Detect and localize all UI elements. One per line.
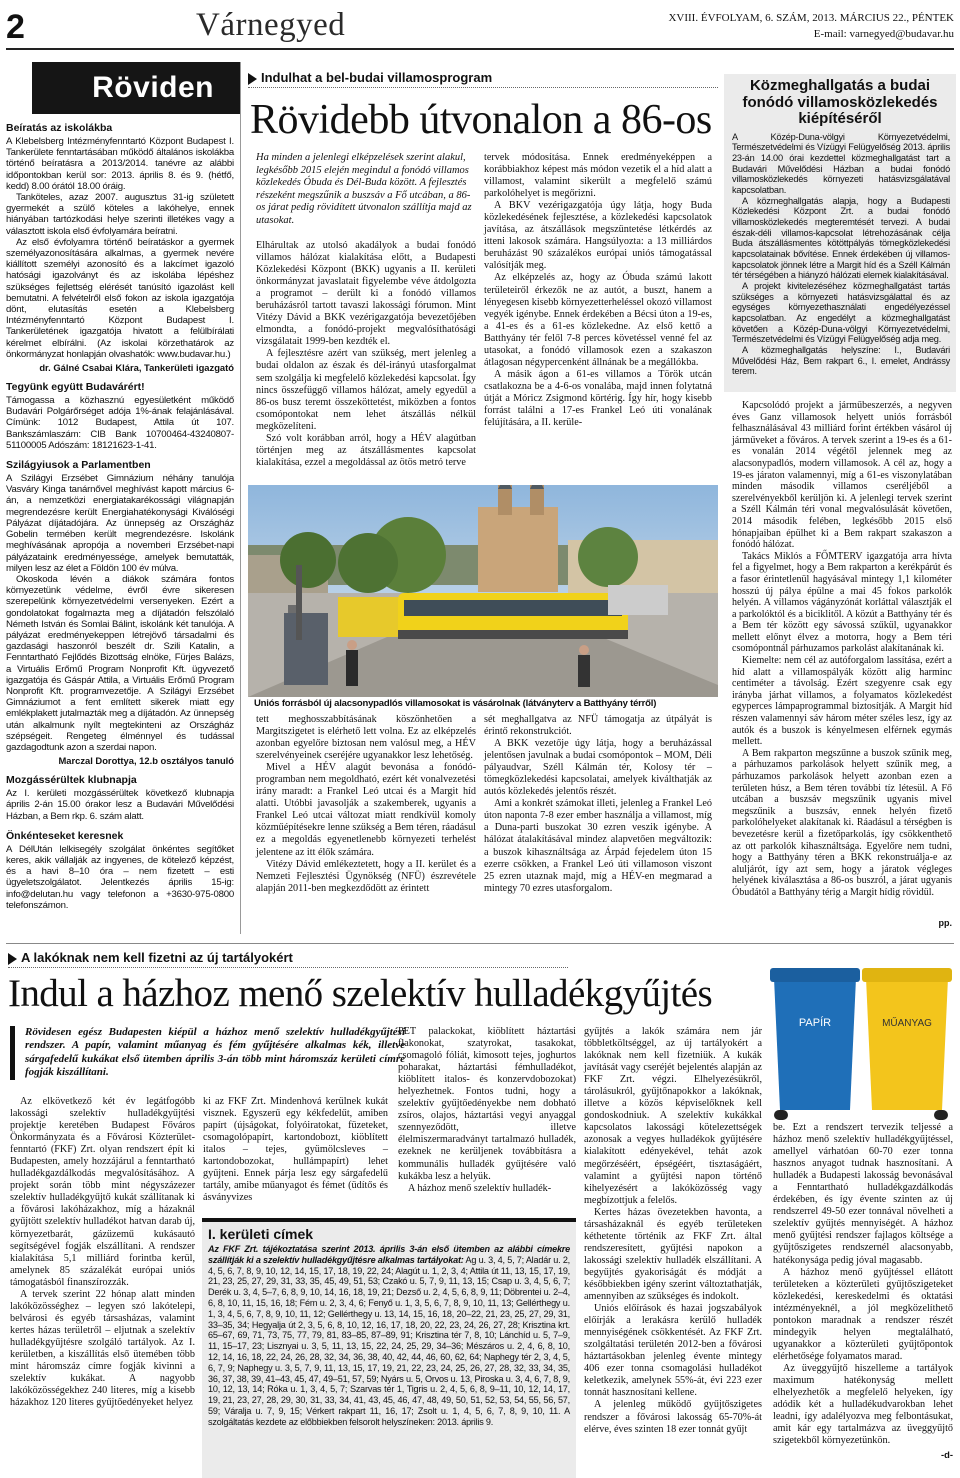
tram-paragraph: A fejlesztésre azért van szükség, mert jelenleg a budai oldalon az észak és dél-irányú utasforgalmat sem szolgálja ki megfelelő közlekedési kapcsolat. Így nincs összefüggő villamos hálózat, amely egyedül a 86-os busz teremt összeköttetést, miközben a fontos csomópontokat nem lehet átszállás nélkül megközelíteni. bbox=[256, 348, 476, 432]
waste-paragraph: Az üveggyűjtő hiszelleme a tartályok maximum hatékonyság mellett elhelyezhetők a megfelelő helyeken, így adódik két a hulladékudvarokban lehet leadni, így adalélyozva meg felbontásukat, amit kár egy tartalmázva az üveggyűjtő szigetekből környezetünkön. bbox=[773, 1362, 953, 1447]
tram-kicker bbox=[248, 70, 718, 88]
waste-headline: Indul a házhoz menő szelektív hulladékgyűjtés bbox=[8, 972, 713, 1015]
contact-email: E-mail: varnegyed@budavar.hu bbox=[813, 28, 954, 40]
issue-info: XVIII. ÉVFOLYAM, 6. SZÁM, 2013. MÁRCIUS 22., PÉNTEK bbox=[668, 12, 954, 24]
tram-col2 bbox=[484, 152, 712, 429]
hearing-paragraph: A közmeghallgatás helyszíne: I., Budavári Művelődési Ház, Bem rakpart 6., I. emelet, Andrássy terem. bbox=[732, 344, 950, 377]
tram-col4 bbox=[484, 714, 712, 895]
roviden-item-paragraph: Tanköteles, azaz 2007. augusztus 31-ig született gyermekét a szülő köteles a lakóhelye, ennek hiányában tartózkodási helye szerinti illetékes vagy a választott iskola első évfolyamára beíratni. bbox=[6, 192, 234, 237]
waste-col5 bbox=[773, 1122, 953, 1460]
roviden-box bbox=[6, 62, 241, 934]
tram-photo-caption: Uniós forrásból új alacsonypadlós villamosokat is vásárolnak (látványterv a Batthyány térről) bbox=[254, 698, 657, 709]
tram-headline: Rövidebb útvonalon a 86-os bbox=[250, 97, 712, 143]
waste-paragraph: Uniós előírások és hazai jogszabályok előírják a lerakásra kerülő hulladék mennyiségének csökkentését. Az FKF Zrt. szolgáltatási területén 2012-ben a fővárosi háztartásokban jelenleg évente mintegy 406 ezer tonna csomagolási hulladékot keletkezik, amelynek 55%-át, évi 223 ezer tonnát hasznosítani kellene. bbox=[584, 1303, 762, 1399]
hearing-paras bbox=[724, 130, 956, 377]
kerulet-intro: Az FKF Zrt. tájékoztatása szerint 2013. április 3-án első ütemben az alábbi címekre szállítják ki a szelektív hulladékgyűjtésre alkalmas tartályokat: bbox=[208, 1244, 570, 1265]
waste-bins-photo bbox=[768, 960, 956, 1122]
roviden-item-paragraph: Támogassa a közhasznú egyesületként működő Budavári Polgárőrséget adója 1%-ának felajánlásával. Címünk: 1012 Budapest, Attila út 107. Bankszámlaszám: CIB Bank 10700464-43240807-51100005 Adószám: 18121623-1-41. bbox=[6, 395, 234, 451]
roviden-item-signature: dr. Gálné Csabai Klára, Tankerületi igazgató bbox=[39, 362, 234, 374]
roviden-item-paragraph: Okoskoda lévén a diákok számára fontos környezetünk védelme, évről évre sikeresen szerepelünk környezetvédelmi versenyeken. Ezért a gondolatokat fogalmazta meg a díjátadón felszólaló Németh István és Somlai Bálint, iskolánk két tanulója. A pályázat eredményekeppen létrejövő társadalmi és gazdasági haszonról beszélt dr. Szili Katalin, a Fenntartható Fejlődés Bizottság elnöke, Fürjes Balázs, a Virtuális Erőmű Program Nonprofit Kft. ügyvezető igazgatója és Gáspár Attila, a Virtuális Erőmű Program Nonprofit Kft. programvezetője. A Szilágyi Erzsébet Gimnáziumot a fent említett sikerek miatt egy emlékplakett jutalmazták meg a díjátadón. Az ünnepség után alkalmunk nyílt megtekinteni az Országház szépségeit. Rengeteg élménnyel és tudással gazdagodtunk azon a szerdai napon. bbox=[6, 573, 234, 753]
kapcsolodo-paragraph: Takács Miklós a FŐMTERV igazgatója arra hívta fel a figyelmet, hogy a Bem rakparton a kerékpárút és a fasor érintetlenül hagyásával mintegy 1,1 kilométer hosszú új pálya épülne a mai 45 fokos parkolók helyén. A villamos vágányzónát korláttal választják el a parkolóktól és a biciklitől. A közút a Batthyány tér és a Bem tér között egy sávossá szűkül, ugyanakkor mellett előnyt élvez a motorra, hogy a Bem téri csomópontnál párhuzamos parkolást alakítanának ki. bbox=[732, 550, 952, 655]
tram-col3 bbox=[256, 714, 476, 895]
hearing-paragraph: A Közép-Duna-völgyi Környezetvédelmi, Természetvédelmi és Vízügyi Felügyelőség 2013. április 23-án 14.00 órai kezdettel közmeghallgatást tart a Budavári Művelődési Házban a budai fonódó villamosközlekedés környezeti hatásvizsgálatával kapcsolatban. bbox=[732, 131, 950, 195]
waste-paragraph: A tervek szerint 22 hónap alatt minden lakóközösséghez – legyen szó lakótelepi, belvárosi és egyéb társasházas, valamint kertes házas területről – eljutnak a szelektív hulladékgyűjtésre szolgáló tartályok. Az I. kerületben, a kiszállítás első ütemében több mint háromszáz címre fogják kivinni a szelektív kukákat. A nagyobb lakóközösségekhez 240 literes, míg a kisebb házakhoz 120 literes gyűjtőedényeket helyez bbox=[10, 1288, 195, 1409]
roviden-item-title: Tegyünk együtt Budavárért! bbox=[6, 381, 145, 394]
tram-paragraph: A BKK vezetője úgy látja, hogy a beruházással jelentősen javulnak a budai csomópontok – MOM, Déli pályaudvar, Széll Kálmán tér, Kolosy tér – tömegközlekedési kapcsolatai, amelyek kiválthatják az autós közlekedés jelentős részét. bbox=[484, 738, 712, 798]
waste-paragraph: be. Ezt a rendszert tervezik teljessé a házhoz menő szelektív hulladékgyűjtéssel, amellyel várhatóan 60-70 ezer tonna hasznos anyagot tudnak hasznosítani. A hulladék a Budapesti lakosság bevonásával a Fenntartható hulladékgazdálkodás érdekében, és így évente szinten az új rendszerrel 49-50 ezer tonnával növelheti a szelektív gyűjtés mennyiségét. A házhoz menő gyűjtési rendszer fajlagos költsége a gyűjtőszigetes rendszernél alacsonyabb, hatékonysága pedig jóval magasabb. bbox=[773, 1122, 953, 1266]
page-number: 2 bbox=[6, 8, 25, 46]
waste-paragraph: A jelenleg működő gyűjtőszigetes rendszer a fővárosi lakosság 65-70%-át elérve, éves szinten 18 ezer tonnát gyűjt bbox=[584, 1399, 762, 1435]
newspaper-title: Várnegyed bbox=[196, 7, 346, 43]
kerulet-addresses: Ag u. 3, 4, 5, 7; Aladár u. 2, 4, 5, 6, 7, 8, 9, 10, 12, 14, 15, 17, 18, 19, 22, 24; Alagút u. 1, 2, 3, 4; Attila út 11, 13, 15, 17, 19, 21, 23, 25, 27, 29, 31, 33, 35, 45, 49, 51, 53; Czakó u. 5, 7, 9, 11, 13, 15; Csap u. 3, 4, 5, 6, 7; Derék u. 3, 4, 5–7, 6, 8, 9, 10, 14, 16, 18, 19, 21; Dezső u. 2, 4, 5, 6, 8, 9, 11; Döbrentei u. 2–4, 6, 8, 10, 11, 15, 16, 18; Fém u. 2, 3, 4, 6; Fenyő u. 1, 3, 5, 6, 7, 8, 9, 10, 11, 13; Gellérthegy u. 1, 3, 4, 5, 6, 7, 8, 9, 10, 11, 12; Gellérthegy u. 13, 14, 15, 16, 18, 20–22, 21, 23, 25, 27, 29, 31, 33–35, 34; Hegyalja út 2, 3, 5, 6, 8, 10, 12, 16, 17, 18, 20, 22, 23, 24, 26, 27, 28; Krisztina krt. 65–67, 69, 71, 73, 75, 77, 79, 81, 83–85, 87–89, 91; Krisztina tér 7, 8, 10; Lánchíd u. 5, 7–9, 11, 15–17, 23; Lisznyai u. 3, 5, 11, 13, 15, 22, 24, 25, 29, 34–36; Mészáros u. 2, 4, 6, 8, 10, 12, 14, 16, 18, 22, 24, 26, 28, 32, 34, 36, 38, 40, 42, 44, 46, 60, 62, 64; Naphegy tér 2, 3, 4, 5, 6, 7, 9; Naphegy u. 3, 5, 7, 9, 11, 13, 15, 17, 19, 21, 22, 23, 24, 25, 26, 27, 28, 32, 33, 34, 35, 36, 37, 38, 39, 41–43, 45, 47, 49–51, 57, 59; Nyárs u. 5, Orvos u. 13, Piroska u. 3, 4, 6, 7, 8, 9, 10, 12, 13, 14; Róka u. 1, 3, 4, 5, 7; Szarvas tér 1, Tigris u. 2, 4, 5, 6, 8, 9–11, 10, 12, 14, 17, 19, 21, 23, 27, 28, 29, 30, 31, 33, 34, 41, 43, 45, 46, 47, 48, 49, 50, 51, 52, 53, 54, 55, 56, 57, 59; Váralja u. 7, 9, 15; Vérkert rakpart 11, 16, 17; Zsolt u. 1, 4, 5, 6, 7, 8, 9, 10, 11. A szolgáltatás kezdete az előbbiekben felsorolt helyszíneken: 2013. április 9. bbox=[208, 1254, 570, 1427]
waste-col4 bbox=[584, 1026, 762, 1436]
tram-paragraph: Az elképzelés az, hogy az Óbuda számú lakott területeiről érkezők ne az autót, a buszt, hanem a lényegesen kisebb környezetterheléssel okozó villamost vegyék igénybe. Ennek érdekében a Bécsi úton a 19-es, a 41-es és a 61-es közlekedne. Az első kettő a Batthyány tér felől 7-8 perces követéssel venné fel az utasokat, a fonódó villamosok ezen a szakaszon átlagosan négypercenként állnának be a megállókba. bbox=[484, 272, 713, 368]
tram-paragraph: Elhárultak az utolsó akadályok a budai fonódó villamos hálózat kialakítása előtt, a Budapesti Közlekedési Központ (BKK) ugyanis a II. kerületi önkormányzat javaslatait figyelembe véve átdolgozta a programot – derült ki a fonódó villamos beruházásról tartott tavaszi lakossági fórumon. Mint Vitézy Dávid a BKK vezérigazgatója bevezetőjében elmondta, a fonódó-projekt megvalósíthatósági vizsgálatait 1999-ben kezdték el. bbox=[256, 240, 476, 348]
hearing-paragraph: A projekt kivitelezéséhez közmeghallgatást tartás szükséges a környezeti hatásvizsgálattal és az egységes környezethasználati engedélyezéssel kapcsolatban. Az engedélyt a közmeghallgatást követően a Közép-Duna-völgyi Környezetvédelmi, Természetvédelmi és Vízügyi Felügyelőség adja meg. bbox=[732, 280, 950, 345]
roviden-item-paragraph: A Klebelsberg Intézményfenntartó Központ Budapest I. Tankerülete fenntartásában működő általános iskolákba történő beíratásra a 2013/2014. tanévre az alábbi időpontokban kerül sor: 2013. április 8. és 9. (hétfő, kedd) 8.00 órától 18.00 óráig. bbox=[6, 136, 234, 192]
roviden-item-title: Mozgássérültek klubnapja bbox=[6, 774, 137, 787]
tram-paragraph: tervek módosítása. Ennek eredményeképpen a korábbiakhoz képest más módon vezetik el a híd alatt a villamost, valamint sikerült a megfelelő számú parkolóhelyet is megőrizni. bbox=[484, 152, 712, 200]
hearing-title: Közmeghallgatás a budai fonódó villamosközlekedés kiépítéséről bbox=[742, 77, 938, 127]
tram-paragraph: A BKV vezérigazgatója úgy látja, hogy Buda közlekedésének fejlesztése, a közlekedési kapcsolatok javítása, az átszállások megszüntetése létkérdés az itteni lakosok számára. Hangsúlyozta: a 13 milliárdos beruházást 90 százalékos európai uniós támogatással valósítják meg. bbox=[484, 200, 712, 272]
kerulet-title: I. kerületi címek bbox=[208, 1226, 314, 1242]
tram-col1 bbox=[256, 240, 476, 469]
waste-paragraph: A házhoz menő szelektív hulladék- bbox=[408, 1182, 552, 1194]
waste-col3 bbox=[398, 1026, 576, 1195]
roviden-item-title: Szilágyiusok a Parlamentben bbox=[6, 459, 151, 472]
roviden-items bbox=[6, 122, 240, 911]
blue-bin-label: PAPÍR bbox=[798, 1017, 832, 1029]
tram-paragraph: tett meghosszabbításának köszönhetően a Margitszigetet is elérhető lett volna. Ez az elképzelés azonban egyelőre biztosan nem valósul meg, a HÉV szerelvényeinek cseréjére ugyanakkor lesz lehetőség. bbox=[256, 714, 476, 762]
tram-paragraph: A másik ágon a 61-es villamos a Török utcán csatlakozna be a 4-6-os vonalába, majd innen folytatná útját a Móricz Zsigmond körtérig. Így hír, hogy kisebb forrást találni a 17-es Frankel Leó úti vonalának felújítására, a II. kerüle- bbox=[484, 368, 712, 429]
recycling-bins-image bbox=[768, 960, 956, 1122]
roviden-item-paragraph: A DélUtán lelkisegély szolgálat önkéntes segítőket keres, akik vállalják az ingyenes, de kötelező képzést, és a havi 8–10 óra – nem fizetett – esti ügyeletszolgálatot. Jelentkezés április 15-ig: info@delutan.hu vagy telefonon a +3630-975-0800 telefonszámon. bbox=[6, 843, 234, 911]
kapcsolodo-col bbox=[732, 400, 952, 899]
waste-lead-text: Rövidesen egész Budapesten kiépül a házhoz menő szelektív hulladékgyűjtési rendszer. A papír, valamint műanyag és fém gyűjtésére alkalmas kék, illetve sárgafedelű kukákat első ütemben április 3-án több mint háromszáz kerületi címre fogják kiszállítani. bbox=[25, 1026, 405, 1079]
waste-paragraph: Kertes házas övezetekben havonta, a társasházaknál és egyéb területeken kéthetente történik az FKF Zrt. által rendszeresített, gyűjtési napokon a lakossági szelektív hulladék elszállítani. A begyűjtés gyakoriságát és módját a későbbiekben igény szerint változtathatják, amennyiben az szükséges és indokolt. bbox=[584, 1206, 762, 1303]
waste-col2 bbox=[203, 1096, 388, 1204]
tram-photo bbox=[248, 485, 718, 697]
waste-kicker-arrow-icon bbox=[8, 953, 17, 965]
kapcsolodo-paragraph: Kiemelte: nem cél az autóforgalom lassítása, ezért a híd alatt a villamospályák között alig harminc centiméter a távolság. Ezért szegyenre csak egy irányba járhat villamos, a folyamatos közlekedést egyperces lámpaprogrammal biztosítják. A Margit híd részen valamennyi sáv három méter széles lesz, így az autók és a buszok is kényelmesen elférnek egymás mellett. bbox=[732, 655, 952, 748]
tram-signature: pp. bbox=[938, 918, 952, 928]
masthead-rule bbox=[6, 48, 954, 50]
tram-kicker-text: Indulhat a bel-budai villamosprogram bbox=[261, 70, 493, 85]
waste-signature: -d- bbox=[941, 1449, 953, 1461]
roviden-item-title: Önkénteseket keresnek bbox=[6, 829, 124, 842]
tram-lead: Ha minden a jelenlegi elképzelések szerint alakul, legkésőbb 2015 elején megindul a fonódó villamos közlekedés Óbuda és Dél-Buda között. A fejlesztés részeként megszűnik a buszsáv a Fő utcában, a 86-os járat pedig rövidített útvonalon szállítja majd az utasokat. bbox=[256, 152, 472, 226]
roviden-item-signature: Marczal Dorottya, 12.b osztályos tanuló bbox=[58, 755, 234, 767]
waste-paragraph: A házhoz menő gyűjtéssel ellátott területeken a közterületi gyűjtőszigeteket közlekedési, kereskedelmi és oktatási intézményeknél, a jól megközelíthető pontokon maradnak a rendszer részét mindegyik helyen megtalálható, ugyanakkor a közterületi gyűjtőpontok elérhetősége folyamatos marad. bbox=[773, 1266, 953, 1362]
tram-paragraph: Ami a konkrét számokat illeti, jelenleg a Frankel Leó úton naponta 7-8 ezer ember használja a villamost, míg a Duna-parti buszokat 30 ezren veszik igénybe. A hálózat átalakításával mindez alapvetően megváltozik: a buszok kihasználtsága az Árpád fejedelem úton 15 ezerre csökken, a Frankel Leó úti villamoson viszont 25 ezren utaznak majd, míg a HÉV-en megmarad a mintegy 70 ezres utasforgalom. bbox=[484, 798, 712, 894]
waste-paragraph: PET palackokat, kiöblített háztartási flakonokat, szatyrokat, tasakokat, csomagoló fóliát, kimosott tejes, joghurtos poharakat, háztartási fémhulladékot, kiöblített italos- és konzervdobozokat) helyezhetnek. Fontos tudni, hogy a szelektív gyűjtőedényekbe nem dobható zsíros, olajos, háztartási vegyi anyaggal szennyeződött, illetve élelmiszermaradványt tartalmazó hulladék, ezeknek ne kerüljenek továbbításra a kommunális hulladék gyűjtésére való kukákba lesz a helyük. bbox=[398, 1026, 576, 1182]
kerulet-box bbox=[202, 1218, 576, 1478]
roviden-item-paragraph: Az első évfolyamra történő beíratáskor a gyermek személyazonosítására alkalmas, a gyermek nevére kiállított személyi azonosító és a lakcímet igazoló hatósági igazolványt és az iskolába lépéshez szükséges fejlettség elérését tanúsító igazolást kell bemutatni. A felvételről első fokon az iskola igazgatója dönt, elutasítás esetén a Klebelsberg Intézményfenntartó Központ Budapest I. Tankerületének igazgatója hivatott a felülbírálati kérelmet elbírálni. (Az iskolai körzethatárok az önkormányzat honlapján olvashatók: www.budavar.hu.) bbox=[6, 236, 234, 360]
kicker-arrow-icon bbox=[248, 73, 257, 85]
kerulet-text bbox=[202, 1244, 576, 1428]
waste-top-rule bbox=[6, 943, 954, 944]
waste-col1 bbox=[10, 1096, 195, 1409]
roviden-header-text: Röviden bbox=[92, 71, 214, 104]
waste-paragraph: gyűjtés a lakók számára nem jár többletköltséggel, az új tartályokért a lakóknak nem kell fizetniük. A kukák javítását vagy cseréjét bejelentés alapján az FKF Zrt. végzi. Elhelyezésükről, tárolásukról, gyűjtőnapokkor a lakóknak, illetve a közös képviselőknek kell gondoskodniuk. A szelektív kukákkal kapcsolatos lakossági kötelezettségek azonosak a vegyes hulladékok gyűjtésére kialakított edényekével, tehát azok megőrzéséért, épségéért, tisztaságáért, valamint a gyűjtési napon történő kihelyezésért a lakóközösség vagy megbízottjuk a felelős. bbox=[584, 1026, 762, 1206]
hearing-paragraph: A közmeghallgatás alapja, hogy a Budapesti Közlekedési Központ Zrt. a budai fonódó villamosközlekedés megteremtését tervezi. A budai észak-déli villamos-kapcsolat létrehozásának célja Buda átszállásmentes kötöttpályás tömegközlekedési kapcsolatainak bővítése. Ennek érdekében új villamos-kapcsolatok jönnek létre a Margit híd és a Széll Kálmán tér térségében a hiányzó hálózati elemek kialakításával. bbox=[732, 195, 950, 281]
hearing-box bbox=[724, 74, 956, 392]
tram-paragraph: Szó volt korábban arról, hogy a HÉV alagútban történjen meg az átszállásmentes kapcsolat kialakítása, ezzel a megoldással az ötös metró terve bbox=[256, 432, 476, 468]
waste-paragraph: ki az FKF Zrt. Mindenhová kerülnek kukát visznek. Egyszerű egy kékfedelűt, amiben papírt (újságokat, folyóiratokat, füzeteket, csomagolópapírt, kartondobozt, kiöblített italos – tejes, gyümölcsleves – kartondobozokat, hullámpapírt) lehet gyűjteni. Ennek párja lesz egy sárgafedelű tartály, amibe műanyagot és fémet (üdítős és ásványvizes bbox=[203, 1096, 388, 1204]
tram-rendering-image bbox=[248, 485, 718, 697]
tram-paragraph: Vitézy Dávid emlékeztetett, hogy a II. kerület és a Nemzeti Fejlesztési Ügynökség (NFÜ) észrevétele alapján 2011-ben megkezdődött az érintett bbox=[256, 858, 476, 894]
tram-paragraph: Mivel a HÉV alagút bevonása a fonódó-programban nem megoldható, ezért két vonalvezetési irány maradt: a Frankel Leó utcai és a Margit híd alatti. Utóbbi javasolják a szakemberek, ugyanis a Frankel Leó utcai változat miatt rendkívül komoly közműépítésekre lenne szükség a Bem téren, ráadásul ez a megoldás egyenetlenebb környezeti terhelést jelentene az itt élők számára. bbox=[256, 762, 476, 858]
waste-kicker bbox=[8, 950, 568, 968]
roviden-item-paragraph: A Szilágyi Erzsébet Gimnázium néhány tanulója Vasváry Kinga tanárnővel meghívást kapott március 6-án, a nemzetközi energiatakarékossági világnapján megrendezésre került Energiahatékonysági Kiválóségi Pályázat díjátadójára. Az ünnepség az Országház Gobelin termében került megrendezésre. Iskolánk meghívásának apropója a novemberi Erzsébet-napi pályázataink eredményessége, amelyek bemutatták, milyen lesz az élet a Földön 100 év múlva. bbox=[6, 473, 234, 574]
waste-kicker-text: A lakóknak nem kell fizetni az új tartályokért bbox=[21, 950, 293, 965]
tram-paragraph: sét meghallgatva az NFÜ támogatja az útpályát is érintő rekonstrukciót. bbox=[484, 714, 712, 738]
yellow-bin-label: MŰANYAG bbox=[882, 1018, 932, 1029]
roviden-item-title: Beíratás az iskolákba bbox=[6, 122, 113, 134]
waste-paragraph: Az elkövetkező két év legátfogóbb lakossági szelektív hulladékgyűjtési projektje keretében Budapest Főváros Önkormányzata és a Fővárosi Közterület-fenntartó (FKF) Zrt. olyan rendszert épít ki Budapesten, amely hozzájárul a fenntartható hulladékgazdálkodás megvalósításához. A projekt során több mint négyszázezer szelektív hulladékgyűjtő kukát szállítanak ki a fővárosi lakóházakhoz, míg a házaknál gyűjtött szelektív hulladékot hatvan darab új, környezetbarát, gázüzemű kukásautó segítségével fogják elszállítani. A rendszer kialakítása 5,1 milliárd forintba kerül, amelynek 85 százalékát európai uniós támogatásból finanszírozzák. bbox=[10, 1096, 195, 1288]
kapcsolodo-paragraph: Kapcsolódó projekt a járműbeszerzés, a negyven éves Ganz villamosok helyett uniós forrásból felhasználásával 43 milliárd forint értékben vásárol új járműveket a főváros. A tervek szerint a 19-es és a 61-es vonalán 2014 végétől jelennek meg az alacsonypadlós, modern villamosok. A cél az, hogy a 19-es járaton valamennyi, míg a 61-es viszonylatában minden második villamos cseréljéből a szerelvényekből kerüljön ki. A jelenlegi tervek szerint a Széll Kálmán téri vonal megvalósulását követően, 2014 második felében, legkésőbb 2015 első hónapjaiban épülhet ki a Bem rakpart szakaszon a fonódó hálózat. bbox=[732, 400, 952, 551]
roviden-item-paragraph: Az I. kerületi mozgássérültek következő klubnapja április 2-án 15.00 órakor lesz a Budavári Művelődési Házban, a Bem rkp. 6. szám alatt. bbox=[6, 788, 234, 822]
waste-lead bbox=[10, 1026, 405, 1080]
roviden-header bbox=[32, 62, 240, 114]
kapcsolodo-paragraph: A Bem rakparton megszűnne a buszok szűnik meg, a párhuzamos parkolások helyett szűnik meg, a párhuzamos parkolások helyett azonban ezen a területen húsz, a Bem téren további tíz létesül. A Fő utcában a buszsáv megszűnik ugyanis mivel megszűnik a buszsáv, ennek helyén fizető parkolóhelyeket alakítanak ki. Ráadásul a térségben is bevezetésre kerül a fizetőparkolás, így csökkenthető az ott parkolók kihasználtsága. Egyelőre nem tudni, hogy a Batthyány téren a BKK rekonstruálja-e az aluljárót, így azt sem, hogy a járatok végleges helyének kiválasztása a 86-os buszról, a járat ugyanis Óbudától a Batthyány térig a Margit hídig rövidül. bbox=[732, 747, 952, 898]
